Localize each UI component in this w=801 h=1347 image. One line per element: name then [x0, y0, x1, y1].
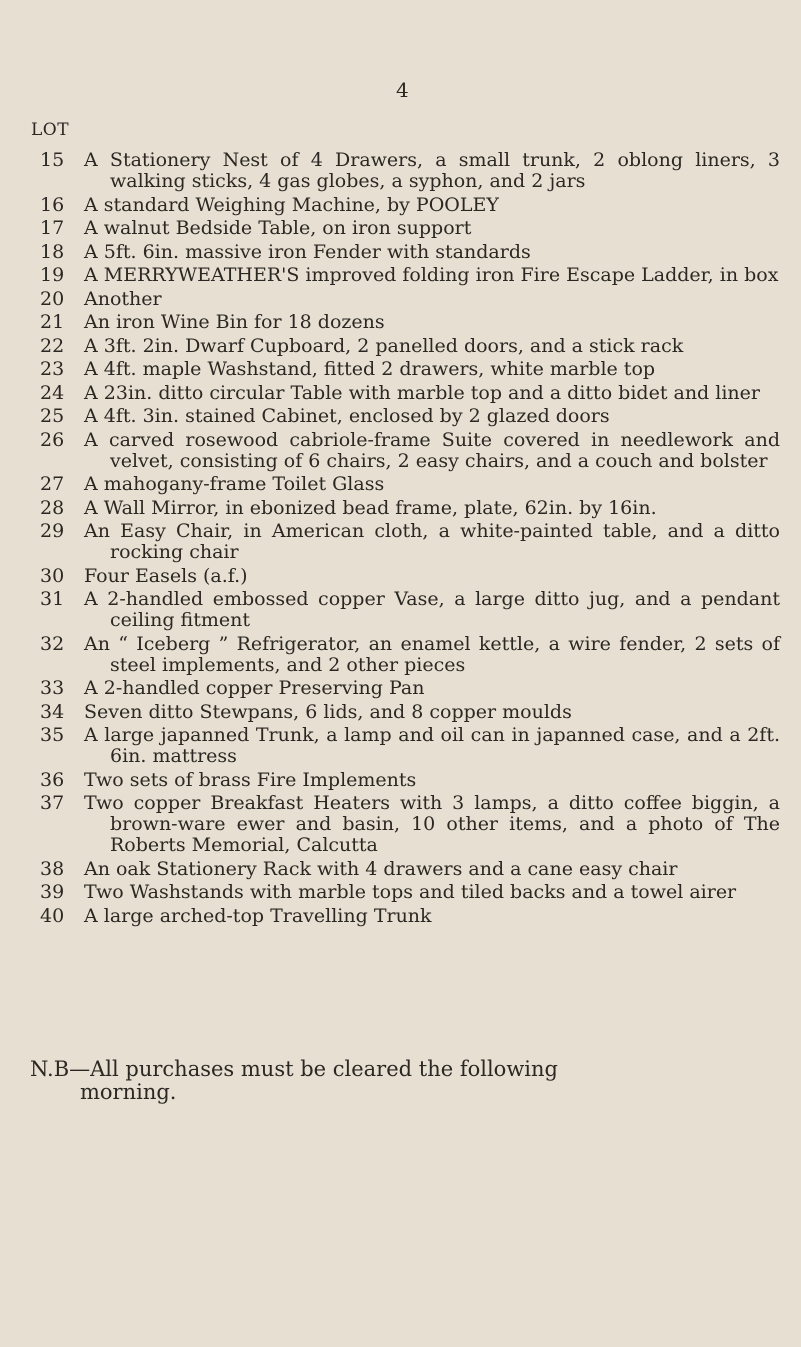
lot-entry: [0, 906, 801, 927]
lot-description: An Easy Chair, in American cloth, a white-painted table, and a ditto rocking chair: [84, 520, 780, 563]
lot-entry: [0, 678, 801, 699]
lot-description: An oak Stationery Rack with 4 drawers and a cane easy chair: [84, 857, 678, 880]
lot-number: 31: [40, 588, 65, 610]
lot-description: An iron Wine Bin for 18 dozens: [84, 311, 385, 333]
lot-description: A large arched-top Travelling Trunk: [84, 904, 432, 927]
lot-column-header: LOT: [31, 120, 70, 140]
lot-entry: [0, 521, 801, 563]
lot-description: Two Washstands with marble tops and tiled backs and a towel airer: [84, 881, 737, 903]
lot-entry: [0, 859, 801, 880]
lot-description: Seven ditto Stewpans, 6 lids, and 8 copper moulds: [84, 700, 572, 723]
lot-number: 40: [40, 904, 65, 927]
nb-footer-note: [30, 1058, 790, 1104]
lot-entry: [0, 430, 801, 472]
lot-number: 26: [40, 428, 65, 451]
lot-description: A standard Weighing Machine, by POOLEY: [84, 193, 499, 216]
lot-number: 15: [40, 149, 65, 171]
lot-description: A 2-handled copper Preserving Pan: [84, 677, 425, 699]
lot-entry: [0, 702, 801, 723]
lot-entry: [0, 336, 801, 357]
lot-entry: [0, 589, 801, 631]
lot-number: 39: [40, 881, 65, 903]
lot-description: A 4ft. 3in. stained Cabinet, enclosed by 2 glazed doors: [84, 405, 610, 427]
footer-line-1: N.B—All purchases must be cleared the following: [30, 1057, 558, 1081]
lot-description: A mahogany-frame Toilet Glass: [84, 473, 385, 495]
lot-number: 24: [40, 381, 65, 404]
lot-entry: [0, 265, 801, 286]
lot-description: A 4ft. maple Washstand, fitted 2 drawers, white marble top: [84, 358, 656, 380]
lot-number: 34: [40, 700, 65, 723]
lot-entry: [0, 566, 801, 587]
lot-entry: [0, 882, 801, 903]
lot-number: 35: [40, 724, 65, 746]
lot-number: 32: [40, 632, 65, 655]
lot-number: 36: [40, 768, 65, 791]
lot-number: 38: [40, 857, 65, 880]
lot-entry: [0, 359, 801, 380]
lot-description: A Wall Mirror, in ebonized bead frame, plate, 62in. by 16in.: [84, 496, 657, 519]
lot-description: Four Easels (a.f.): [84, 564, 248, 587]
lot-number: 22: [40, 334, 65, 357]
lot-description: Another: [84, 287, 162, 310]
lot-entry: [0, 218, 801, 239]
lot-description: A large japanned Trunk, a lamp and oil can in japanned case, and a 2ft. 6in. mattress: [84, 724, 780, 767]
lot-entry: [0, 793, 801, 856]
lot-number: 17: [40, 217, 65, 239]
lot-entry: [0, 725, 801, 767]
lot-entry: [0, 242, 801, 263]
lot-number: 19: [40, 264, 65, 286]
lot-entry: [0, 474, 801, 495]
footer-line-2: morning.: [80, 1080, 177, 1104]
lot-description: A 2-handled embossed copper Vase, a large ditto jug, and a pendant ceiling fitment: [84, 588, 780, 631]
lot-entry: [0, 150, 801, 192]
lot-description: A Stationery Nest of 4 Drawers, a small trunk, 2 oblong liners, 3 walking sticks, 4 gas globes, a syphon, and 2 jars: [84, 149, 780, 192]
lot-number: 37: [40, 792, 65, 814]
lot-description: Two copper Breakfast Heaters with 3 lamps, a ditto coffee biggin, a brown-ware ewer and basin, 10 other items, and a photo of The Roberts Memorial, Calcutta: [84, 792, 780, 856]
lot-entry: [0, 770, 801, 791]
lot-entry: [0, 289, 801, 310]
lot-number: 23: [40, 358, 65, 380]
lot-number: 29: [40, 520, 65, 542]
lot-number: 18: [40, 240, 65, 263]
lot-number: 21: [40, 311, 65, 333]
lot-entry: [0, 383, 801, 404]
lot-entry: [0, 312, 801, 333]
lot-number: 30: [40, 564, 65, 587]
lot-list: [0, 150, 801, 929]
lot-description: A MERRYWEATHER'S improved folding iron Fire Escape Ladder, in box: [84, 264, 779, 286]
lot-entry: [0, 498, 801, 519]
page-number: 4: [396, 78, 409, 102]
lot-entry: [0, 406, 801, 427]
lot-description: A carved rosewood cabriole-frame Suite covered in needlework and velvet, consisting of 6 chairs, 2 easy chairs, and a couch and bolster: [84, 428, 780, 472]
lot-entry: [0, 634, 801, 676]
lot-number: 28: [40, 496, 65, 519]
lot-description: A walnut Bedside Table, on iron support: [84, 217, 472, 239]
lot-description: A 3ft. 2in. Dwarf Cupboard, 2 panelled doors, and a stick rack: [84, 334, 684, 357]
lot-description: Two sets of brass Fire Implements: [84, 768, 417, 791]
lot-description: A 5ft. 6in. massive iron Fender with standards: [84, 240, 531, 263]
lot-entry: [0, 195, 801, 216]
lot-description: An “ Iceberg ” Refrigerator, an enamel kettle, a wire fender, 2 sets of steel implements, and 2 other pieces: [84, 632, 780, 676]
lot-number: 16: [40, 193, 65, 216]
lot-number: 27: [40, 473, 65, 495]
lot-number: 20: [40, 287, 65, 310]
lot-description: A 23in. ditto circular Table with marble top and a ditto bidet and liner: [84, 381, 760, 404]
lot-number: 25: [40, 405, 65, 427]
lot-number: 33: [40, 677, 65, 699]
